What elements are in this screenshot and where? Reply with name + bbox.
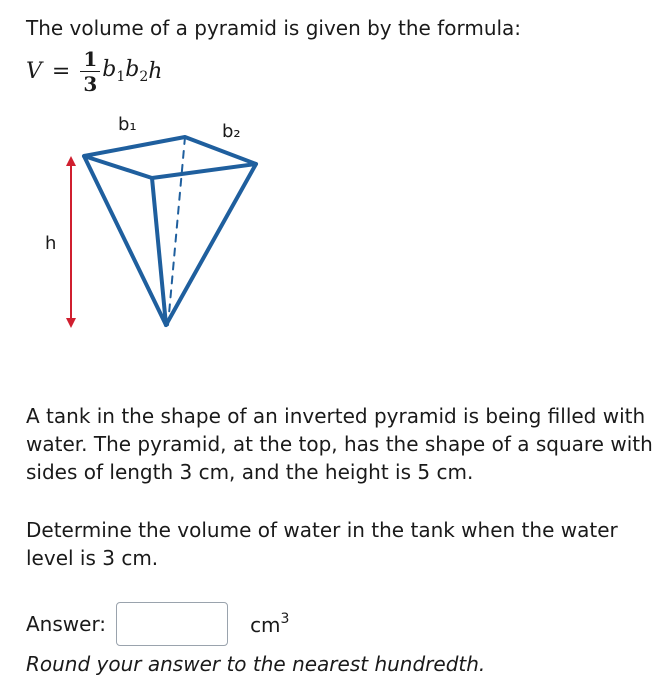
formula-b2: $b_2$ [125,57,149,85]
answer-unit: $cm^3$ [250,611,290,637]
arrow-head-down [66,318,76,328]
label-h: h [45,233,57,254]
answer-input[interactable] [116,602,228,646]
fraction-denominator: 3 [83,71,98,96]
label-b1: b₁ [118,114,137,135]
label-b2: b₂ [222,121,241,142]
fraction-numerator: 1 [80,47,100,72]
rounding-hint: Round your answer to the nearest hundredth. [26,652,486,676]
formula-h: h [148,58,163,84]
problem-text: A tank in the shape of an inverted pyramid is being filled with water. The pyramid, at the top, has the shape of a square with sides of length 3 cm, and the height is 5 cm. [26,404,653,484]
arrow-head-up [66,156,76,166]
volume-formula [26,40,162,102]
pyramid-top-face [84,137,256,178]
right-edge [166,164,256,325]
formula-lhs: V [26,58,42,84]
formula-equals: = [51,58,71,84]
answer-row [26,600,289,648]
answer-label: Answer: [26,612,107,636]
formula-intro: The volume of a pyramid is given by the formula: [26,16,522,40]
question-text: Determine the volume of water in the tank when the water level is 3 cm. [26,518,618,570]
formula-fraction [80,47,100,96]
pyramid-diagram [0,100,320,340]
pyramid-shape [84,137,256,325]
formula-b1: $b_1$ [102,57,126,85]
